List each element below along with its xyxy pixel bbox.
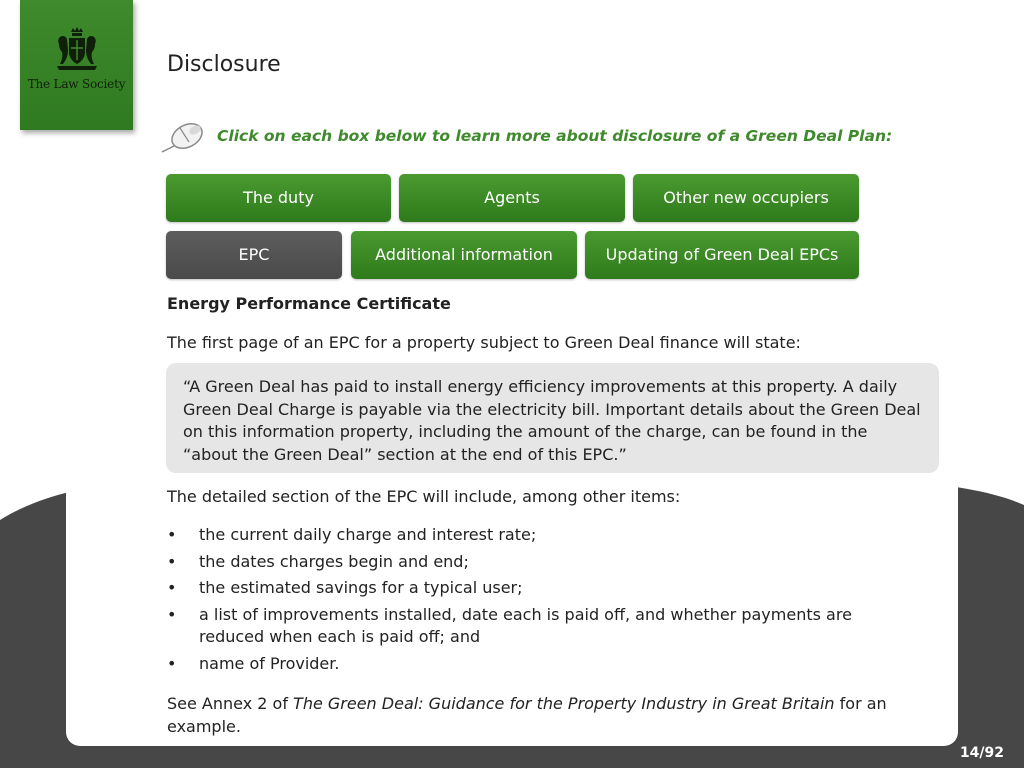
page-counter: 14/92 [959, 745, 1004, 761]
list-item-text: the current daily charge and interest rate; [199, 525, 537, 544]
list-item [167, 551, 907, 574]
tab-epc[interactable]: EPC [166, 231, 342, 279]
list-item-text: name of Provider. [199, 653, 340, 673]
mouse-icon [160, 120, 208, 156]
footer-note-post: for an example. [167, 694, 887, 736]
tab-additional-information[interactable]: Additional information [351, 231, 577, 279]
list-item [167, 604, 907, 649]
list-item [167, 577, 907, 600]
tab-updating-green-deal-epcs[interactable]: Updating of Green Deal EPCs [585, 231, 859, 279]
crest-icon [51, 26, 103, 76]
list-item [167, 524, 907, 547]
logo-wordmark: The Law Society [27, 77, 126, 91]
instruction-row [160, 120, 920, 156]
bullet-marker: • [167, 604, 177, 624]
instruction-text: Click on each box below to learn more about disclosure of a Green Deal Plan: [217, 127, 893, 145]
tab-other-new-occupiers[interactable]: Other new occupiers [633, 174, 859, 222]
intro-text: The first page of an EPC for a property subject to Green Deal finance will state: [167, 333, 801, 352]
bullet-marker: • [167, 525, 177, 544]
tab-the-duty[interactable]: The duty [166, 174, 391, 222]
tab-agents[interactable]: Agents [399, 174, 625, 222]
quote-box [166, 363, 939, 473]
detail-intro: The detailed section of the EPC will include, among other items: [167, 487, 681, 506]
law-society-logo [20, 0, 133, 130]
guidance-document-title: The Green Deal: Guidance for the Property Industry in Great Britain [293, 694, 835, 713]
section-heading: Energy Performance Certificate [167, 294, 451, 313]
bullet-marker: • [167, 551, 177, 571]
quote-text: “A Green Deal has paid to install energy efficiency improvements at this property. A daily Green Deal Charge is payable via the electricity bill. Important details about the Green Deal on this information property, including the amount of the charge, can be found in the “about the Green Deal” section at the end of this EPC.” [183, 377, 921, 464]
bullet-list [167, 524, 907, 679]
list-item-text: the dates charges begin and end; [199, 551, 469, 571]
page-title: Disclosure [167, 52, 281, 77]
bullet-marker: • [167, 578, 177, 597]
list-item-text: a list of improvements installed, date each is paid off, and whether payments are reduced when each is paid off; and [199, 604, 852, 646]
list-item-text: the estimated savings for a typical user; [199, 578, 523, 597]
footer-note-pre: See Annex 2 of [167, 694, 294, 713]
footer-note [167, 693, 937, 738]
list-item [167, 653, 907, 676]
bullet-marker: • [167, 653, 177, 673]
